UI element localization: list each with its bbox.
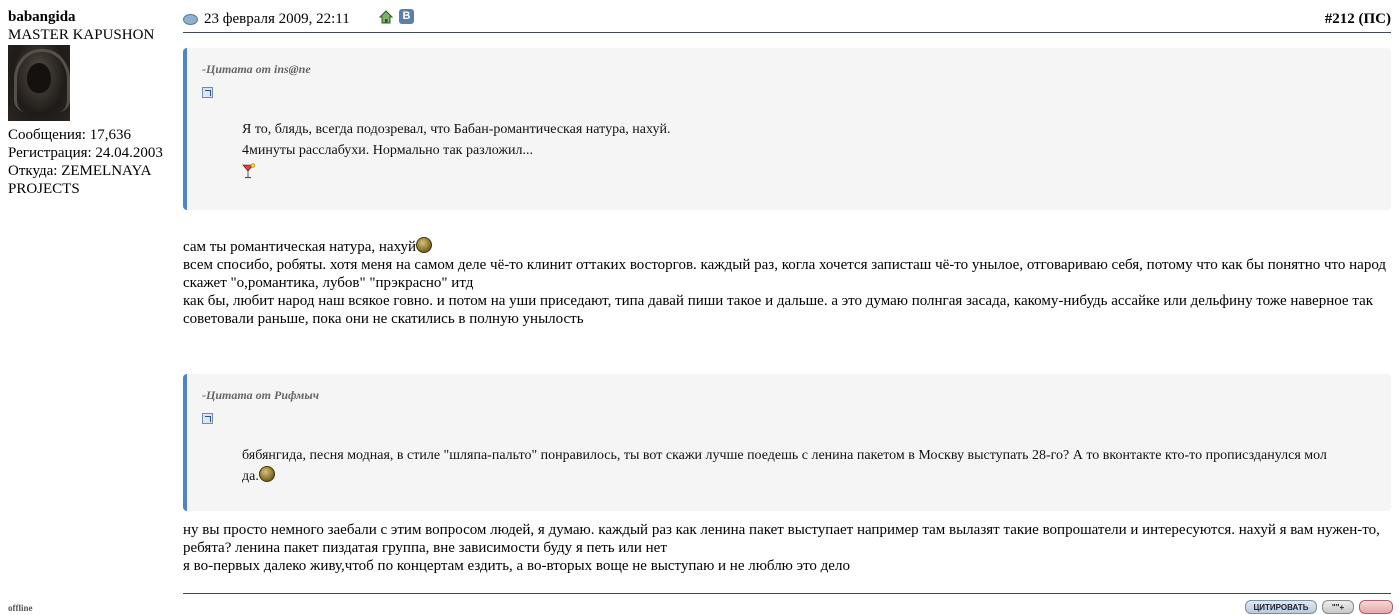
post-line: всем спосибо, робяты. хотя меня на самом деле чё-то клинит оттаких восторгов. каждый раз, когла хочется записташ чё-то унылое, отговариваю себя, потому что как бы понятно что народ скажет "о,романтика, лубов" "прэкрасно" итд (183, 257, 1387, 291)
quote-line: бябянгида, песня модная, в стиле "шляпа-пальто" понравилось, ты вот скажи лучше поедешь с ленина пакетом в Москву выступать 28-го? А то вконтакте кто-то прописзданулся мол (242, 448, 1327, 463)
quote-link-icon[interactable] (202, 413, 213, 424)
quote-line-text: да. (242, 469, 259, 484)
speech-bubble-icon (183, 14, 198, 25)
quote-block-2 (183, 374, 1391, 511)
location-line-1: Откуда: ZEMELNAYA (8, 163, 152, 179)
post-line-text: сам ты романтическая натура, нахуй (183, 239, 417, 255)
post-date: 23 февраля 2009, 22:11 (204, 11, 350, 27)
post-number-wrap (1325, 10, 1391, 28)
post-number[interactable]: #212 (1324, 11, 1355, 27)
user-sidebar (8, 8, 178, 198)
post-line: ну вы просто немного заебали с этим вопросом людей, я думаю. каждый раз как ленина пакет выступает например там вылазят такие вопрошатели и интересуются. нахуй я вам нужен-то, ребята? ленина пакет пиздатая группа, вне зависимости буду я петь или нет (183, 522, 1380, 556)
quote-body (242, 445, 1342, 487)
posts-count: Сообщения: 17,636 (8, 127, 131, 143)
cocktail-icon (242, 163, 256, 179)
quote-author: -Цитата от ins@ne (202, 62, 311, 76)
post-text-1 (183, 237, 1393, 328)
post-line: как бы, любит народ наш всякое говно. и потом на уши приседают, типа давай пиши такое и дальше. а это думаю полнгая засада, какому-нибудь ассайке или дельфину тоже наверное так советовали раньше, пока они не скатились в полную унылость (183, 293, 1374, 327)
quote-line (242, 466, 1342, 487)
online-status: offline (8, 603, 33, 613)
quote-line: 4минуты расслабухи. Нормально так разложил... (242, 143, 533, 158)
username[interactable]: babangida (8, 9, 76, 25)
post-text-2 (183, 521, 1393, 575)
vk-icon[interactable]: В (399, 9, 414, 24)
post-date-wrap (183, 10, 350, 28)
footer-separator (183, 593, 1391, 594)
quote-line: Я то, блядь, всегда подозревал, что Бабан-романтическая натура, нахуй. (242, 122, 671, 137)
registration-date: Регистрация: 24.04.2003 (8, 145, 163, 161)
quote-button[interactable]: ЦИТИРОВАТЬ (1245, 600, 1317, 614)
quote-link-icon[interactable] (202, 87, 213, 98)
post-line: я во-первых далеко живу,чтоб по концертам ездить, а во-вторых воще не выступаю и не люблю это дело (183, 558, 850, 574)
quote-body (242, 119, 1342, 186)
smile-icon (416, 237, 432, 253)
multiquote-button[interactable]: ""+ (1322, 600, 1354, 614)
home-icon[interactable] (379, 10, 393, 24)
user-title: MASTER KAPUSHON (8, 27, 155, 43)
quote-author: -Цитата от Рифмыч (202, 388, 319, 402)
smile-icon (259, 466, 275, 482)
post-line (183, 237, 1393, 256)
location-line-2: PROJECTS (8, 181, 80, 197)
avatar (8, 45, 70, 121)
post-number-suffix: (ПС) (1358, 11, 1391, 27)
post-header (183, 8, 1391, 33)
quote-block-1 (183, 48, 1391, 210)
